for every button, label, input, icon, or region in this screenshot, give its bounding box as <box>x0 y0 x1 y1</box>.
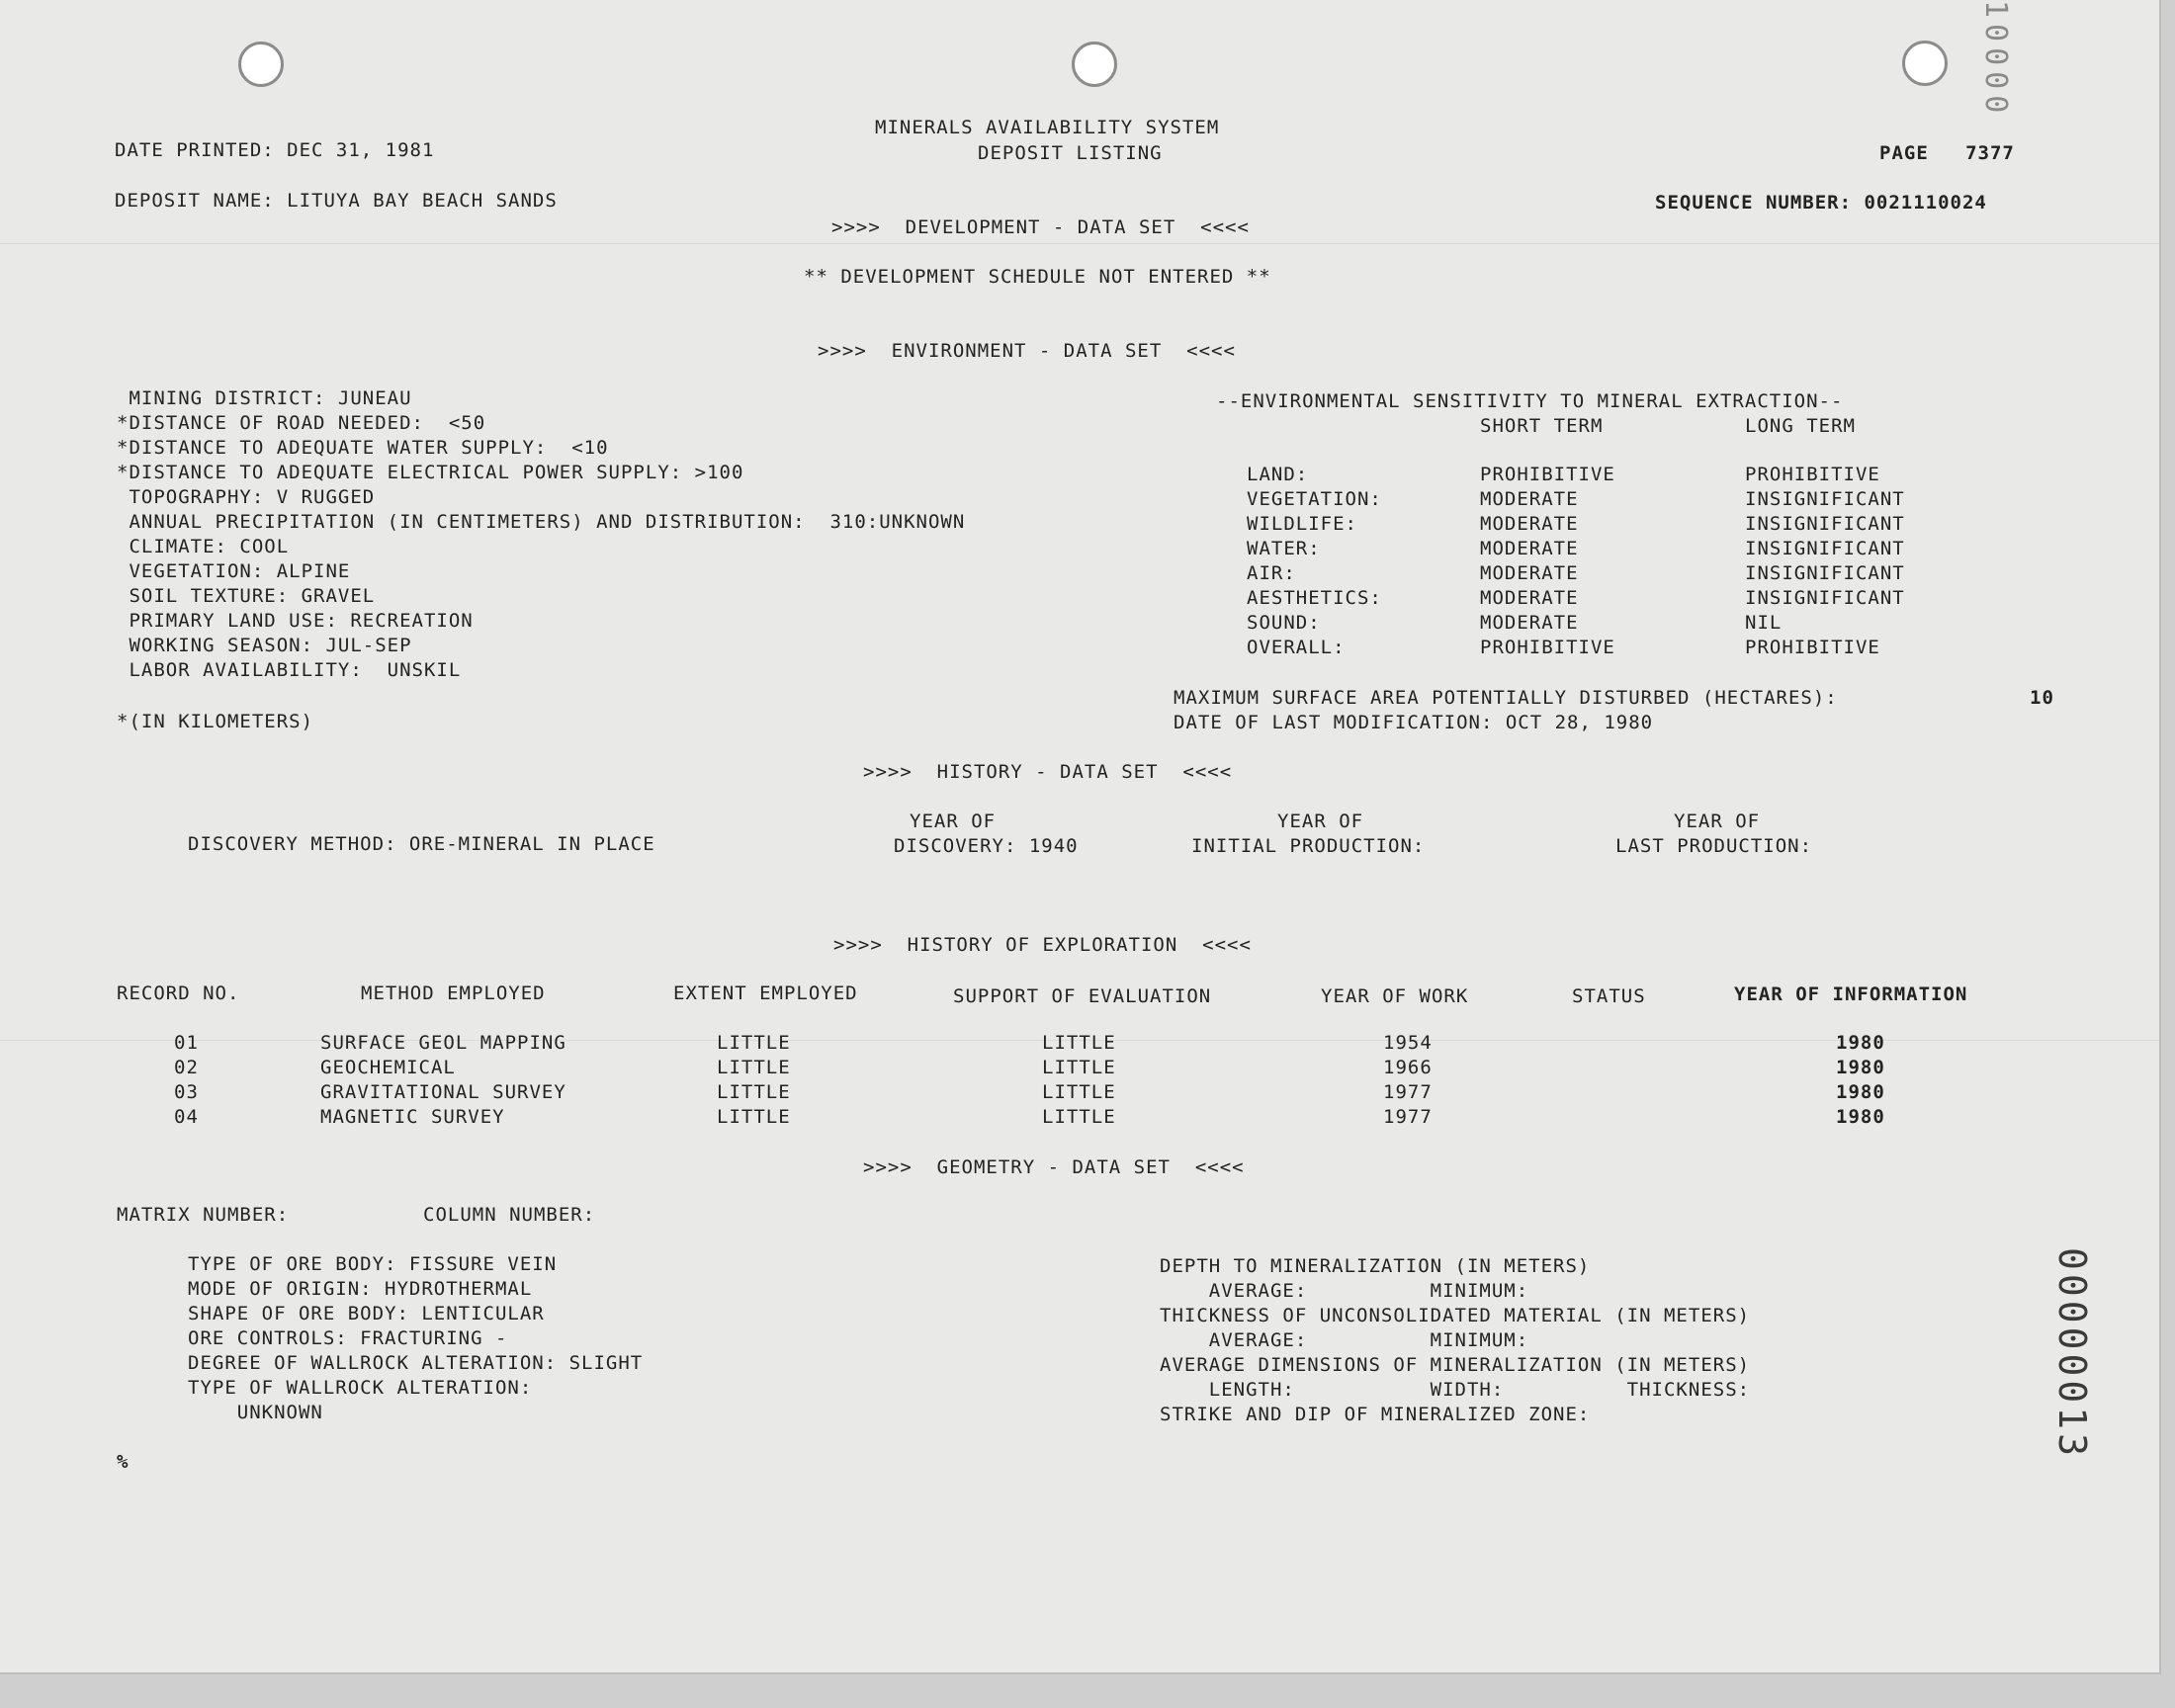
exploration-year-of-information: 1980 <box>1836 1081 1885 1103</box>
year-of-label: YEAR OF <box>910 811 997 832</box>
punch-hole <box>1902 41 1948 86</box>
sensitivity-long-term: NIL <box>1745 612 1783 634</box>
matrix-number: MATRIX NUMBER: <box>117 1204 290 1226</box>
discovery-year: DISCOVERY: 1940 <box>894 835 1079 857</box>
frame-number-stamp: 00000013 <box>2050 1247 2094 1461</box>
environment-line: CLIMATE: COOL <box>117 536 290 557</box>
geometry-line: TYPE OF WALLROCK ALTERATION: <box>188 1377 533 1399</box>
exploration-heading: >>>> HISTORY OF EXPLORATION <<<< <box>833 934 1252 956</box>
sensitivity-short-term: MODERATE <box>1480 612 1579 634</box>
kilometers-footnote: *(IN KILOMETERS) <box>117 711 314 732</box>
edge-number-stamp: 10000 <box>1978 0 2013 120</box>
exploration-record-no: 02 <box>174 1057 199 1078</box>
exploration-year-of-work: 1954 <box>1383 1032 1433 1054</box>
exploration-support: LITTLE <box>1042 1057 1116 1078</box>
sensitivity-factor: OVERALL: <box>1247 637 1346 658</box>
page-number: PAGE 7377 <box>1879 142 2015 164</box>
environment-line: SOIL TEXTURE: GRAVEL <box>117 585 376 607</box>
end-of-record-mark: % <box>117 1451 130 1473</box>
year-of-label: YEAR OF <box>1674 811 1761 832</box>
sensitivity-factor: WILDLIFE: <box>1247 513 1357 535</box>
exploration-support: LITTLE <box>1042 1032 1116 1054</box>
exploration-method: GRAVITATIONAL SURVEY <box>320 1081 566 1103</box>
exploration-method: GEOCHEMICAL <box>320 1057 456 1078</box>
sensitivity-title: --ENVIRONMENTAL SENSITIVITY TO MINERAL EXTRACTION-- <box>1216 390 1844 412</box>
geometry-dimension-line: AVERAGE: MINIMUM: <box>1160 1280 1529 1302</box>
sequence-number: SEQUENCE NUMBER: 0021110024 <box>1655 192 1987 214</box>
sensitivity-short-term: MODERATE <box>1480 513 1579 535</box>
geometry-dimension-line: DEPTH TO MINERALIZATION (IN METERS) <box>1160 1255 1591 1277</box>
col-extent: EXTENT EMPLOYED <box>673 982 858 1004</box>
exploration-year-of-information: 1980 <box>1836 1032 1885 1054</box>
paper-fold-line <box>0 243 2159 244</box>
listing-title: DEPOSIT LISTING <box>978 142 1163 164</box>
discovery-method: DISCOVERY METHOD: ORE-MINERAL IN PLACE <box>188 833 655 855</box>
col-year-work: YEAR OF WORK <box>1321 985 1469 1007</box>
last-production: LAST PRODUCTION: <box>1615 835 1813 857</box>
punch-hole <box>238 42 284 87</box>
column-number: COLUMN NUMBER: <box>423 1204 596 1226</box>
exploration-method: SURFACE GEOL MAPPING <box>320 1032 566 1054</box>
environment-line: VEGETATION: ALPINE <box>117 560 351 582</box>
geometry-dimension-line: THICKNESS OF UNCONSOLIDATED MATERIAL (IN METERS) <box>1160 1305 1751 1326</box>
sensitivity-long-term: INSIGNIFICANT <box>1745 538 1905 559</box>
sensitivity-long-term: INSIGNIFICANT <box>1745 488 1905 510</box>
exploration-extent: LITTLE <box>717 1057 791 1078</box>
environment-line: TOPOGRAPHY: V RUGGED <box>117 486 376 508</box>
exploration-extent: LITTLE <box>717 1081 791 1103</box>
exploration-year-of-work: 1966 <box>1383 1057 1433 1078</box>
initial-production: INITIAL PRODUCTION: <box>1191 835 1426 857</box>
sensitivity-short-term: MODERATE <box>1480 562 1579 584</box>
short-term-header: SHORT TERM <box>1480 415 1604 437</box>
sensitivity-short-term: PROHIBITIVE <box>1480 464 1615 485</box>
geometry-line: ORE CONTROLS: FRACTURING - <box>188 1327 508 1349</box>
geometry-line: MODE OF ORIGIN: HYDROTHERMAL <box>188 1278 533 1300</box>
exploration-extent: LITTLE <box>717 1106 791 1128</box>
sensitivity-factor: VEGETATION: <box>1247 488 1382 510</box>
sensitivity-short-term: MODERATE <box>1480 538 1579 559</box>
col-method: METHOD EMPLOYED <box>361 982 546 1004</box>
exploration-year-of-work: 1977 <box>1383 1081 1433 1103</box>
sensitivity-factor: AIR: <box>1247 562 1296 584</box>
sensitivity-short-term: MODERATE <box>1480 488 1579 510</box>
max-surface-label: MAXIMUM SURFACE AREA POTENTIALLY DISTURBED (HECTARES): <box>1174 687 1838 709</box>
environment-line: *DISTANCE TO ADEQUATE WATER SUPPLY: <10 <box>117 437 609 459</box>
geometry-dimension-line: STRIKE AND DIP OF MINERALIZED ZONE: <box>1160 1404 1591 1425</box>
last-modification: DATE OF LAST MODIFICATION: OCT 28, 1980 <box>1174 712 1654 733</box>
geometry-dimension-line: LENGTH: WIDTH: THICKNESS: <box>1160 1379 1751 1401</box>
environment-heading: >>>> ENVIRONMENT - DATA SET <<<< <box>818 340 1236 362</box>
environment-line: MINING DISTRICT: JUNEAU <box>117 387 412 409</box>
exploration-support: LITTLE <box>1042 1081 1116 1103</box>
environment-line: WORKING SEASON: JUL-SEP <box>117 635 412 656</box>
sensitivity-factor: AESTHETICS: <box>1247 587 1382 609</box>
geometry-line: UNKNOWN <box>188 1402 323 1423</box>
exploration-method: MAGNETIC SURVEY <box>320 1106 505 1128</box>
sensitivity-factor: LAND: <box>1247 464 1309 485</box>
environment-line: PRIMARY LAND USE: RECREATION <box>117 610 474 632</box>
system-title: MINERALS AVAILABILITY SYSTEM <box>875 117 1220 138</box>
environment-line: LABOR AVAILABILITY: UNSKIL <box>117 659 462 681</box>
exploration-year-of-work: 1977 <box>1383 1106 1433 1128</box>
exploration-support: LITTLE <box>1042 1106 1116 1128</box>
environment-line: *DISTANCE OF ROAD NEEDED: <50 <box>117 412 486 434</box>
sensitivity-short-term: PROHIBITIVE <box>1480 637 1615 658</box>
sensitivity-factor: WATER: <box>1247 538 1321 559</box>
sensitivity-long-term: PROHIBITIVE <box>1745 464 1880 485</box>
environment-line: ANNUAL PRECIPITATION (IN CENTIMETERS) AND DISTRIBUTION: 310:UNKNOWN <box>117 511 966 533</box>
exploration-record-no: 01 <box>174 1032 199 1054</box>
sensitivity-long-term: INSIGNIFICANT <box>1745 562 1905 584</box>
geometry-heading: >>>> GEOMETRY - DATA SET <<<< <box>863 1156 1245 1178</box>
environment-line: *DISTANCE TO ADEQUATE ELECTRICAL POWER SUPPLY: >100 <box>117 462 744 483</box>
deposit-name: DEPOSIT NAME: LITUYA BAY BEACH SANDS <box>115 190 558 212</box>
geometry-line: TYPE OF ORE BODY: FISSURE VEIN <box>188 1253 558 1275</box>
exploration-year-of-information: 1980 <box>1836 1106 1885 1128</box>
sensitivity-long-term: INSIGNIFICANT <box>1745 513 1905 535</box>
exploration-record-no: 04 <box>174 1106 199 1128</box>
sensitivity-short-term: MODERATE <box>1480 587 1579 609</box>
col-status: STATUS <box>1572 985 1646 1007</box>
col-record-no: RECORD NO. <box>117 982 240 1004</box>
long-term-header: LONG TERM <box>1745 415 1856 437</box>
max-surface-value: 10 <box>2030 687 2054 709</box>
development-note: ** DEVELOPMENT SCHEDULE NOT ENTERED ** <box>804 266 1271 288</box>
exploration-year-of-information: 1980 <box>1836 1057 1885 1078</box>
history-heading: >>>> HISTORY - DATA SET <<<< <box>863 761 1233 783</box>
date-printed: DATE PRINTED: DEC 31, 1981 <box>115 139 435 161</box>
sensitivity-factor: SOUND: <box>1247 612 1321 634</box>
geometry-line: SHAPE OF ORE BODY: LENTICULAR <box>188 1303 545 1324</box>
col-support: SUPPORT OF EVALUATION <box>953 985 1212 1007</box>
sensitivity-long-term: PROHIBITIVE <box>1745 637 1880 658</box>
punch-hole <box>1072 42 1117 87</box>
geometry-dimension-line: AVERAGE: MINIMUM: <box>1160 1329 1529 1351</box>
col-year-info: YEAR OF INFORMATION <box>1734 983 1968 1005</box>
exploration-record-no: 03 <box>174 1081 199 1103</box>
sensitivity-long-term: INSIGNIFICANT <box>1745 587 1905 609</box>
year-of-label: YEAR OF <box>1277 811 1364 832</box>
exploration-extent: LITTLE <box>717 1032 791 1054</box>
geometry-dimension-line: AVERAGE DIMENSIONS OF MINERALIZATION (IN METERS) <box>1160 1354 1751 1376</box>
geometry-line: DEGREE OF WALLROCK ALTERATION: SLIGHT <box>188 1352 644 1374</box>
development-heading: >>>> DEVELOPMENT - DATA SET <<<< <box>831 216 1250 238</box>
